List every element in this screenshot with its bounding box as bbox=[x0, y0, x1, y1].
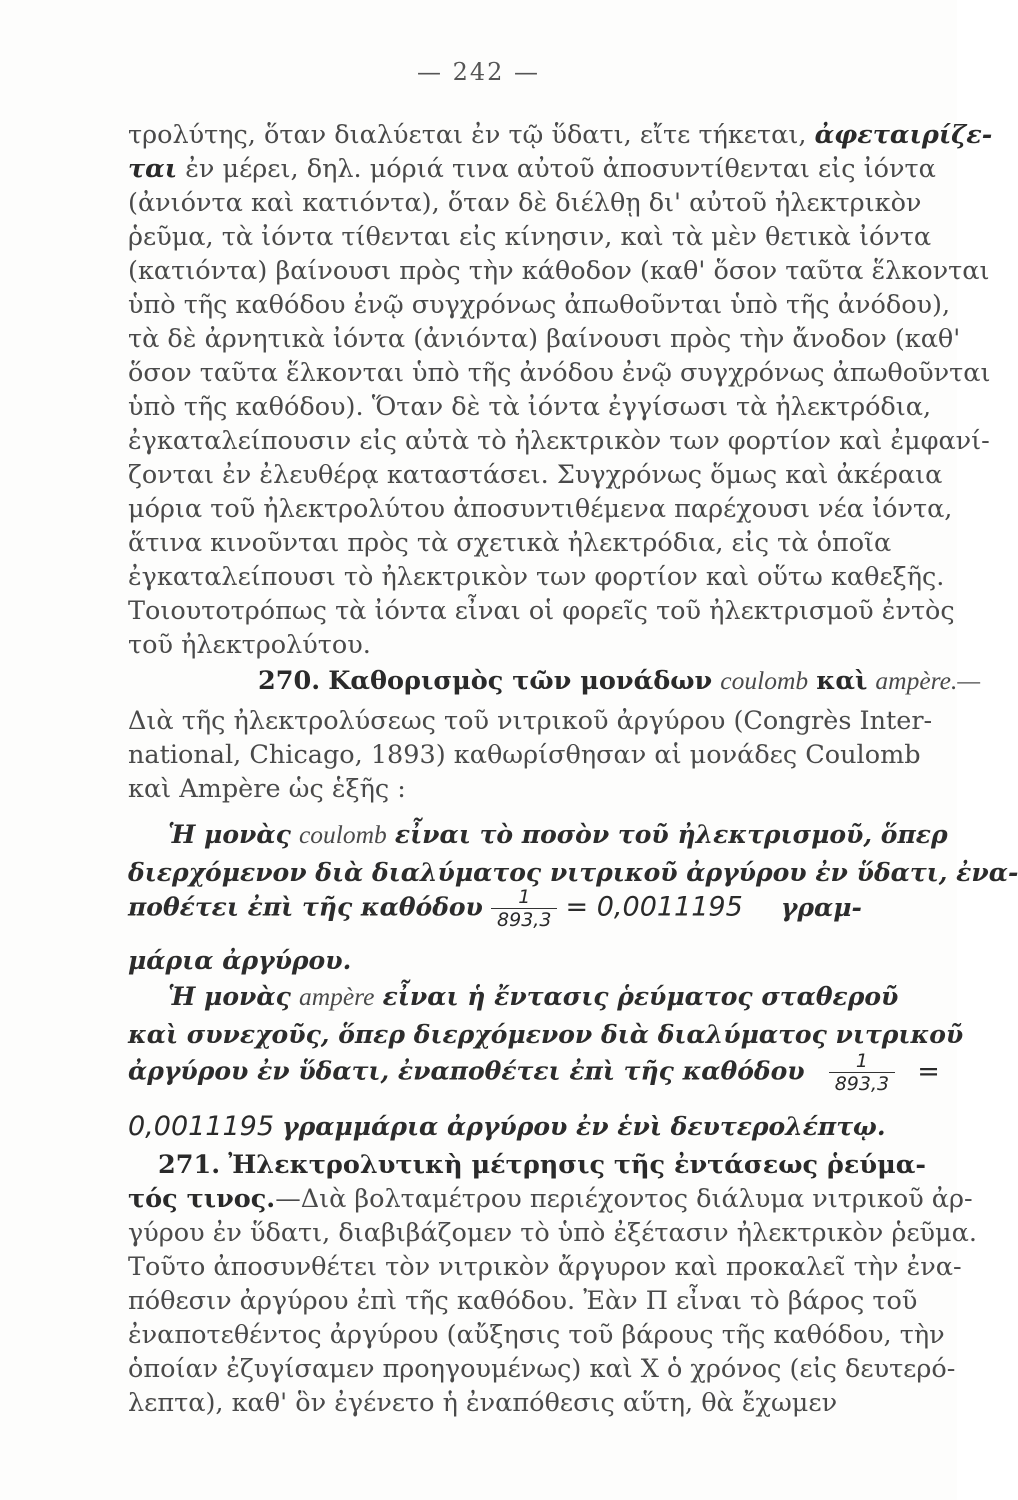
text-line: ἐγκαταλείπουσιν εἰς αὐτὰ τὸ ἠλεκτρικὸν των φορτίον καὶ ἐμφανί- bbox=[128, 426, 990, 456]
text-line: ὑπὸ τῆς καθόδου). Ὅταν δὲ τὰ ἰόντα ἐγγίσωσι τὰ ἠλεκτρόδια, bbox=[128, 392, 932, 422]
text-line: ἐναποτεθέντος ἀργύρου (αὔξησις τοῦ βάρους τῆς καθόδου, τὴν bbox=[128, 1320, 945, 1350]
text-line: ῥεῦμα, τὰ ἰόντα τίθενται εἰς κίνησιν, καὶ τὰ μὲν θετικὰ ἰόντα bbox=[128, 222, 932, 252]
definition-coulomb-line: διερχόμενον διὰ διαλύματος νιτρικοῦ ἀργύρου ἐν ὕδατι, ἐνα- bbox=[128, 858, 1018, 887]
definition-ampere-line: καὶ συνεχοῦς, ὅπερ διερχόμενον διὰ διαλύματος νιτρικοῦ bbox=[128, 1020, 964, 1049]
text-line: ζονται ἐν ἐλευθέρᾳ καταστάσει. Συγχρόνως ὅμως καὶ ἀκέραια bbox=[128, 460, 943, 490]
text-line: ἐγκαταλείπουσι τὸ ἠλεκτρικὸν των φορτίον καὶ οὕτω καθεξῆς. bbox=[128, 562, 945, 592]
section-heading-270: 270. Καθορισμὸς τῶν μονάδων coulomb καὶ ampère.— bbox=[258, 666, 980, 696]
text-line: (ἀνιόντα καὶ κατιόντα), ὅταν δὲ διέλθῃ δι' αὐτοῦ ἠλεκτρικὸν bbox=[128, 188, 922, 218]
fraction: $\frac{1}{893,3}$ bbox=[829, 1050, 895, 1095]
text-line: Τοῦτο ἀποσυνθέτει τὸν νιτρικὸν ἄργυρον καὶ προκαλεῖ τὴν ἐνα- bbox=[128, 1252, 962, 1282]
text-line: ὁποίαν ἐζυγίσαμεν προηγουμένως) καὶ Χ ὁ χρόνος (εἰς δευτερό- bbox=[128, 1354, 956, 1384]
fraction: $\frac{1}{893,3}$ bbox=[491, 886, 557, 931]
text-line: (κατιόντα) βαίνουσι πρὸς τὴν κάθοδον (καθ' ὅσον ταῦτα ἕλκονται bbox=[128, 256, 990, 286]
definition-ampere-line: 0,0011195 γραμμάρια ἀργύρου ἐν ἑνὶ δευτερολέπτῳ. bbox=[128, 1111, 886, 1142]
text-line: μόρια τοῦ ἠλεκτρολύτου ἀποσυντιθέμενα παρέχουσι νέα ἰόντα, bbox=[128, 494, 953, 524]
text-line: τρολύτης, ὅταν διαλύεται ἐν τῷ ὕδατι, εἴτε τήκεται, ἀφεταιρίζε- bbox=[128, 120, 993, 150]
section-heading-271: 271. Ἠλεκτρολυτικὴ μέτρησις τῆς ἐντάσεως ῥεύμα- bbox=[158, 1150, 926, 1180]
definition-coulomb-line: Ἡ μονὰς coulomb εἶναι τὸ ποσὸν τοῦ ἠλεκτρισμοῦ, ὅπερ bbox=[168, 820, 948, 849]
definition-ampere-formula: ἀργύρου ἐν ὕδατι, ἐναποθέτει ἐπὶ τῆς καθόδου $\frac{1}{893,3}$ = bbox=[128, 1050, 940, 1095]
text-line: ται ἐν μέρει, δηλ. μόριά τινα αὐτοῦ ἀποσυντίθενται εἰς ἰόντα bbox=[128, 154, 936, 184]
text-line: γύρου ἐν ὕδατι, διαβιβάζομεν τὸ ὑπὸ ἐξέτασιν ἠλεκτρικὸν ῥεῦμα. bbox=[128, 1218, 977, 1248]
text-line: λεπτα), καθ' ὃν ἐγένετο ἡ ἐναπόθεσις αὕτη, θὰ ἔχωμεν bbox=[128, 1388, 838, 1418]
text-line: ὅσον ταῦτα ἕλκονται ὑπὸ τῆς ἀνόδου ἐνῷ συγχρόνως ἀπωθοῦνται bbox=[128, 358, 991, 388]
definition-coulomb-line: μάρια ἀργύρου. bbox=[128, 946, 352, 975]
text-line: ὑπὸ τῆς καθόδου ἐνῷ συγχρόνως ἀπωθοῦνται ὑπὸ τῆς ἀνόδου), bbox=[128, 290, 951, 320]
text-line: Τοιουτοτρόπως τὰ ἰόντα εἶναι οἱ φορεῖς τοῦ ἠλεκτρισμοῦ ἐντὸς bbox=[128, 596, 955, 626]
text-line: τός τινος.—Διὰ βολταμέτρου περιέχοντος διάλυμα νιτρικοῦ ἀρ- bbox=[128, 1184, 973, 1214]
text-line: τὰ δὲ ἀρνητικὰ ἰόντα (ἀνιόντα) βαίνουσι πρὸς τὴν ἄνοδον (καθ' bbox=[128, 324, 961, 354]
page-number: — 242 — bbox=[416, 58, 541, 86]
text-line: καὶ Ampère ὡς ἑξῆς : bbox=[128, 774, 406, 804]
text-line: ἅτινα κινοῦνται πρὸς τὰ σχετικὰ ἠλεκτρόδια, εἰς τὰ ὁποῖα bbox=[128, 528, 892, 558]
text-line: πόθεσιν ἀργύρου ἐπὶ τῆς καθόδου. Ἐὰν Π εἶναι τὸ βάρος τοῦ bbox=[128, 1286, 918, 1316]
text-line: Διὰ τῆς ἠλεκτρολύσεως τοῦ νιτρικοῦ ἀργύρου (Congrès Inter- bbox=[128, 706, 933, 736]
text-line: national, Chicago, 1893) καθωρίσθησαν αἱ μονάδες Coulomb bbox=[128, 740, 921, 770]
definition-ampere-line: Ἡ μονὰς ampère εἶναι ἡ ἔντασις ῥεύματος σταθεροῦ bbox=[168, 982, 899, 1011]
definition-coulomb-formula: ποθέτει ἐπὶ τῆς καθόδου $\frac{1}{893,3}$ = 0,0011195 γραμ- bbox=[128, 886, 862, 931]
text-line: τοῦ ἠλεκτρολύτου. bbox=[128, 630, 371, 660]
